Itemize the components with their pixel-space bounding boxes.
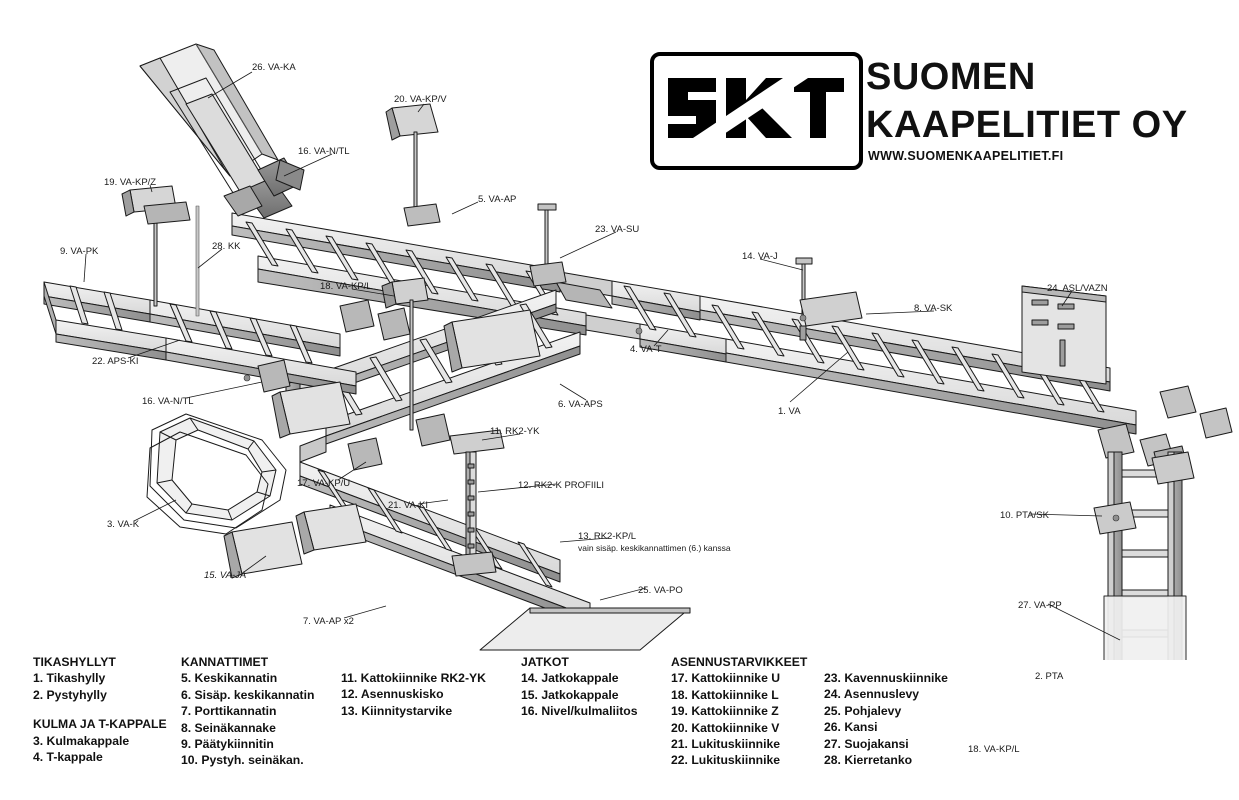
legend-item-24: 24. Asennuslevy xyxy=(824,687,920,702)
callout-label-c14: 14. VA-J xyxy=(742,251,778,262)
callout-label-c20: 20. VA-KP/V xyxy=(394,94,447,105)
legend-item-9: 9. Päätykiinnitin xyxy=(181,737,274,752)
callout-label-c22: 22. APS-KI xyxy=(92,356,139,367)
legend-item-6: 6. Sisäp. keskikannatin xyxy=(181,687,315,702)
legend-item-13: 13. Kiinnitystarvike xyxy=(341,703,453,718)
legend-heading-jatkot: JATKOT xyxy=(521,655,569,669)
callout-label-c12: 12. RK2-K PROFIILI xyxy=(518,480,605,491)
callout-label-13 xyxy=(578,531,731,554)
callout-label-c24: 24. ASL/VAZN xyxy=(1047,283,1108,294)
callout-label-c18a: 18. VA-KP/L xyxy=(320,281,372,292)
callout-label-c11: 11. RK2-YK xyxy=(490,426,540,437)
legend-column-1 xyxy=(33,654,183,765)
legend-item-16: 16. Nivel/kulmaliitos xyxy=(521,704,638,719)
brand-line-2: KAAPELITIET OY xyxy=(866,104,1188,146)
legend-item-11: 11. Kattokiinnike RK2-YK xyxy=(341,671,486,685)
callout-label-c6: 6. VA-APS xyxy=(558,399,603,410)
callout-label-c8: 8. VA-SK xyxy=(914,303,953,314)
legend-item-22: 22. Lukituskiinnike xyxy=(671,753,781,768)
callout-label-c4: 4. VA-T xyxy=(630,344,662,355)
legend-item-8: 8. Seinäkannake xyxy=(181,720,276,735)
callout-label-c10: 10. PTA/SK xyxy=(1000,510,1049,521)
legend-item-27: 27. Suojakansi xyxy=(824,736,909,751)
legend-item-25: 25. Pohjalevy xyxy=(824,703,902,718)
callout-label-c3: 3. VA-K xyxy=(107,519,140,530)
legend-column-5 xyxy=(671,654,831,769)
callout-label-c21: 21. VA-KI xyxy=(388,500,428,511)
brand-line-1: SUOMEN xyxy=(866,56,1036,98)
legend-heading-kannattimet: KANNATTIMET xyxy=(181,655,269,669)
legend-item-5: 5. Keskikannatin xyxy=(181,671,278,686)
legend-item-21: 21. Lukituskiinnike xyxy=(671,737,781,752)
skt-logo-mark xyxy=(654,56,851,158)
legend-heading-asennustarvikkeet: ASENNUSTARVIKKEET xyxy=(671,655,808,669)
legend-item-15: 15. Jatkokappale xyxy=(521,687,619,702)
legend-item-3: 3. Kulmakappale xyxy=(33,733,130,748)
callout-13-subtitle: vain sisäp. keskikannattimen (6.) kanssa xyxy=(578,542,731,553)
legend-item-17: 17. Kattokiinnike U xyxy=(671,671,781,686)
callout-label-c9: 9. VA-PK xyxy=(60,246,99,257)
legend-item-12: 12. Asennuskisko xyxy=(341,687,444,702)
legend-item-23: 23. Kavennuskiinnike xyxy=(824,671,948,685)
callout-label-c19: 19. VA-KP/Z xyxy=(104,177,157,188)
legend-heading-tikashyllyt: TIKASHYLLYT xyxy=(33,655,116,669)
legend-item-26: 26. Kansi xyxy=(824,720,878,735)
legend-heading-kulma-ja-t-kappale: KULMA JA T-KAPPALE xyxy=(33,717,167,732)
callout-label-c16a: 16. VA-N/TL xyxy=(298,146,350,157)
legend-item-10: 10. Pystyh. seinäkan. xyxy=(181,753,304,768)
legend-column-2 xyxy=(181,654,341,769)
callout-label-c1: 1. VA xyxy=(778,406,801,417)
callout-label-c16b: 16. VA-N/TL xyxy=(142,396,194,407)
callout-label-c17: 17. VA-KP/U xyxy=(297,478,351,489)
legend-item-28: 28. Kierretanko xyxy=(824,753,913,768)
legend-column-3 xyxy=(341,670,521,719)
legend xyxy=(0,648,1239,800)
legend-item-4: 4. T-kappale xyxy=(33,750,103,765)
brand-website: WWW.SUOMENKAAPELITIET.FI xyxy=(868,149,1064,163)
callout-13-title: 13. RK2-KP/L xyxy=(578,531,637,542)
legend-item-7: 7. Porttikannatin xyxy=(181,704,277,719)
callout-label-c27: 27. VA-PP xyxy=(1018,600,1062,611)
skt-logo-box xyxy=(650,52,863,170)
legend-item-19: 19. Kattokiinnike Z xyxy=(671,704,779,719)
legend-item-1: 1. Tikashylly xyxy=(33,671,106,686)
callout-label-c18b: 18. VA-KP/L xyxy=(968,744,1020,755)
legend-item-14: 14. Jatkokappale xyxy=(521,671,619,686)
legend-item-2: 2. Pystyhylly xyxy=(33,687,107,702)
legend-item-20: 20. Kattokiinnike V xyxy=(671,720,780,735)
callout-label-c26: 26. VA-KA xyxy=(252,62,296,73)
callout-label-c23: 23. VA-SU xyxy=(595,224,640,235)
callout-label-c5: 5. VA-AP xyxy=(478,194,517,205)
callout-label-c25: 25. VA-PO xyxy=(638,585,683,596)
callout-label-c28: 28. KK xyxy=(212,241,241,252)
legend-column-4 xyxy=(521,654,671,720)
legend-item-18: 18. Kattokiinnike L xyxy=(671,687,779,702)
callout-label-c2: 2. PTA xyxy=(1035,671,1064,682)
callout-label-c7: 7. VA-AP x2 xyxy=(303,616,354,627)
legend-column-6 xyxy=(824,670,994,768)
callout-label-c15: 15. VA-JA xyxy=(204,570,247,581)
